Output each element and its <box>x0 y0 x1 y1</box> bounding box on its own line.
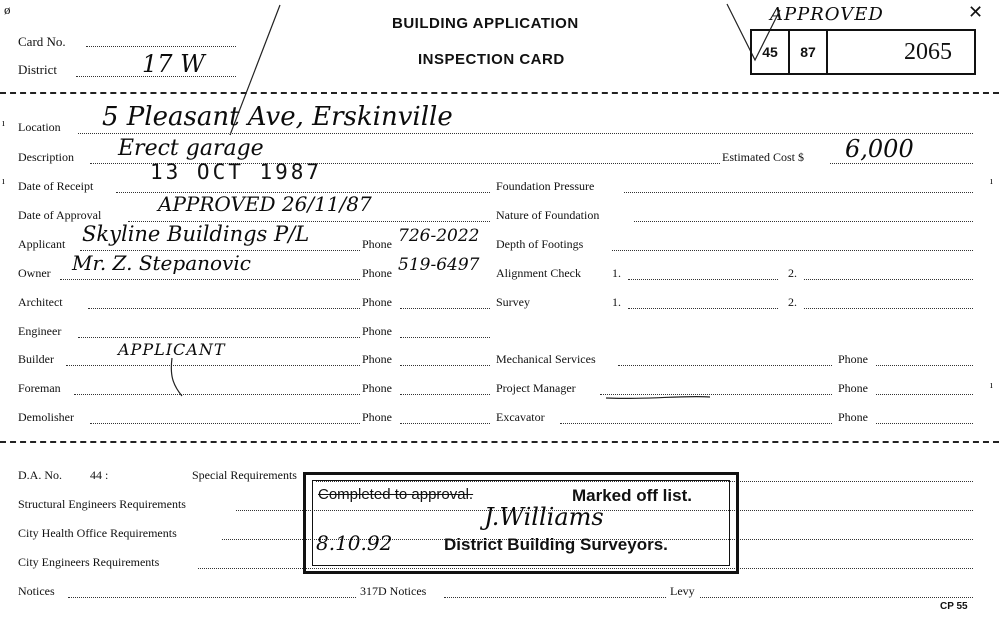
applicant-phone-label: Phone <box>362 237 392 251</box>
excavator-phone-label: Phone <box>838 410 868 424</box>
notices-label: Notices <box>18 584 55 598</box>
estimated-cost-label: Estimated Cost $ <box>722 150 804 164</box>
da-no-label: D.A. No. <box>18 468 62 482</box>
excavator-label: Excavator <box>496 410 545 424</box>
stamp-signature: J.Williams <box>484 503 604 531</box>
demolisher-label: Demolisher <box>18 410 74 424</box>
alignment-check-num-2: 2. <box>788 266 797 280</box>
builder-phone-label: Phone <box>362 352 392 366</box>
excavator-phone-dotted-line <box>876 423 973 424</box>
levy-dotted-line <box>700 597 973 598</box>
alignment-check-num-1: 1. <box>612 266 621 280</box>
engineer-phone-dotted-line <box>400 337 490 338</box>
nature-of-foundation-label: Nature of Foundation <box>496 208 600 222</box>
stamp-line1-struck: Completed to approval. <box>318 486 474 503</box>
location-value: 5 Pleasant Ave, Erskinville <box>102 102 453 132</box>
owner-dotted-line <box>60 279 360 280</box>
approved-mark: APPROVED <box>770 4 884 25</box>
divider-bottom <box>0 441 999 443</box>
estimated-cost-value: 6,000 <box>845 135 914 163</box>
survey-line-1 <box>628 308 778 309</box>
notices-dotted-line <box>68 597 356 598</box>
survey-num-1: 1. <box>612 295 621 309</box>
notices-317d-dotted-line <box>444 597 666 598</box>
demolisher-phone-dotted-line <box>400 423 490 424</box>
builder-phone-dotted-line <box>400 365 490 366</box>
estimated-cost-dotted-line <box>830 163 973 164</box>
divider-top <box>0 92 999 94</box>
architect-label: Architect <box>18 295 63 309</box>
city-health-label: City Health Office Requirements <box>18 526 177 540</box>
architect-phone-dotted-line <box>400 308 490 309</box>
architect-phone-label: Phone <box>362 295 392 309</box>
engineer-label: Engineer <box>18 324 62 338</box>
demolisher-phone-label: Phone <box>362 410 392 424</box>
engineer-dotted-line <box>78 337 360 338</box>
builder-label: Builder <box>18 352 54 366</box>
foundation-pressure-label: Foundation Pressure <box>496 179 595 193</box>
card-no-dotted-line <box>86 46 236 47</box>
depth-of-footings-dotted-line <box>612 250 973 251</box>
owner-phone-label: Phone <box>362 266 392 280</box>
project-manager-phone-dotted-line <box>876 394 973 395</box>
da-no-value: 44 : <box>90 468 109 482</box>
owner-phone-value: 519-6497 <box>398 255 480 275</box>
margin-tick-icon: ı <box>2 176 5 187</box>
depth-of-footings-label: Depth of Footings <box>496 237 584 251</box>
alignment-check-line-1 <box>628 279 778 280</box>
title-line-1: BUILDING APPLICATION <box>392 15 579 32</box>
corner-scribble-icon: ø <box>4 2 11 17</box>
mechanical-services-dotted-line <box>618 365 832 366</box>
owner-label: Owner <box>18 266 51 280</box>
card-number-box <box>750 29 976 75</box>
applicant-label: Applicant <box>18 237 66 251</box>
location-label: Location <box>18 120 61 134</box>
survey-label: Survey <box>496 295 530 309</box>
location-dotted-line <box>78 133 973 134</box>
applicant-phone-value: 726-2022 <box>398 226 480 246</box>
project-manager-phone-label: Phone <box>838 381 868 395</box>
mechanical-services-phone-label: Phone <box>838 352 868 366</box>
owner-value: Mr. Z. Stepanovic <box>72 251 251 275</box>
date-of-approval-value: APPROVED 26/11/87 <box>158 192 372 216</box>
survey-num-2: 2. <box>788 295 797 309</box>
margin-tick-icon: ı <box>990 380 993 391</box>
levy-label: Levy <box>670 584 695 598</box>
city-engineers-label: City Engineers Requirements <box>18 555 160 569</box>
stamp-line2: District Building Surveyors. <box>444 535 668 554</box>
card-number-cell-1: 45 <box>752 31 790 73</box>
foreman-phone-label: Phone <box>362 381 392 395</box>
mechanical-services-label: Mechanical Services <box>496 352 596 366</box>
applicant-value: Skyline Buildings P/L <box>82 222 310 246</box>
stamp-date: 8.10.92 <box>316 531 393 555</box>
card-no-label: Card No. <box>18 34 66 49</box>
survey-line-2 <box>804 308 973 309</box>
form-code: CP 55 <box>940 601 968 612</box>
structural-engineers-label: Structural Engineers Requirements <box>18 497 186 511</box>
mechanical-services-phone-dotted-line <box>876 365 973 366</box>
district-label: District <box>18 62 57 77</box>
engineer-phone-label: Phone <box>362 324 392 338</box>
card-number-cell-3: 2065 <box>904 38 952 65</box>
title-line-2: INSPECTION CARD <box>418 51 565 68</box>
foreman-phone-dotted-line <box>400 394 490 395</box>
date-of-approval-label: Date of Approval <box>18 208 102 222</box>
demolisher-dotted-line <box>90 423 360 424</box>
margin-tick-icon: ı <box>990 176 993 187</box>
description-label: Description <box>18 150 74 164</box>
margin-tick-icon: ı <box>2 118 5 129</box>
date-of-receipt-label: Date of Receipt <box>18 179 94 193</box>
architect-dotted-line <box>88 308 360 309</box>
foundation-pressure-dotted-line <box>624 192 973 193</box>
nature-of-foundation-dotted-line <box>634 221 973 222</box>
foreman-dotted-line <box>74 394 360 395</box>
alignment-check-line-2 <box>804 279 973 280</box>
special-requirements-label: Special Requirements <box>192 468 297 482</box>
alignment-check-label: Alignment Check <box>496 266 581 280</box>
stamp-line1-right: Marked off list. <box>572 486 692 505</box>
excavator-dotted-line <box>560 423 832 424</box>
corner-mark-icon: ✕ <box>968 2 984 22</box>
project-manager-pen-stroke <box>604 392 714 402</box>
description-value: Erect garage <box>118 136 264 161</box>
district-value: 17 W <box>142 50 205 78</box>
builder-value: APPLICANT <box>118 340 226 359</box>
project-manager-label: Project Manager <box>496 381 576 395</box>
card-number-cell-2: 87 <box>790 31 828 73</box>
date-of-receipt-stamp: 13 OCT 1987 <box>150 160 323 184</box>
completion-stamp <box>303 472 739 574</box>
foreman-label: Foreman <box>18 381 61 395</box>
builder-dotted-line <box>66 365 360 366</box>
notices-317d-label: 317D Notices <box>360 584 427 598</box>
